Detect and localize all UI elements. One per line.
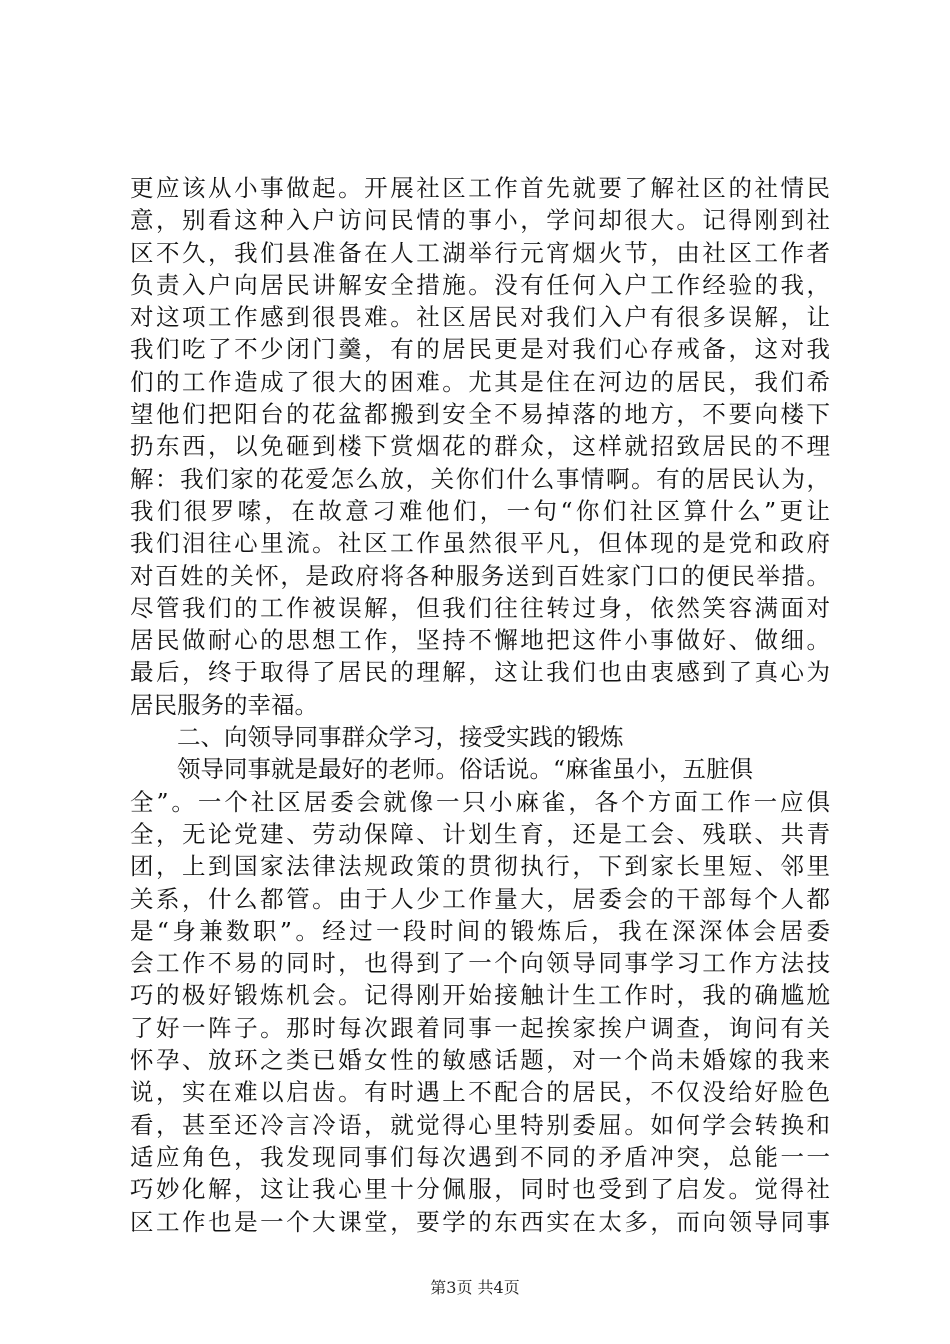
text-line: 怀孕、放环之类已婚女性的敏感话题，对一个尚未婚嫁的我来: [130, 1046, 830, 1075]
text-line: 更应该从小事做起。开展社区工作首先就要了解社区的社情民: [130, 174, 830, 202]
text-line: 巧妙化解，这让我心里十分佩服，同时也受到了启发。觉得社: [130, 1175, 830, 1204]
body-text: [130, 172, 830, 1238]
text-line: 意，别看这种入户访问民情的事小，学问却很大。记得刚到社: [130, 206, 830, 235]
text-line: 全，无论党建、劳动保障、计划生育，还是工会、残联、共青: [130, 819, 830, 848]
text-line: 区工作也是一个大课堂，要学的东西实在太多，而向领导同事: [130, 1207, 830, 1236]
text-line: 负责入户向居民讲解安全措施。没有任何入户工作经验的我，: [130, 270, 830, 299]
text-line: 尽管我们的工作被误解，但我们往往转过身，依然笑容满面对: [130, 593, 830, 622]
text-line: 对百姓的关怀，是政府将各种服务送到百姓家门口的便民举措。: [130, 561, 830, 590]
text-line: 团，上到国家法律法规政策的贯彻执行，下到家长里短、邻里: [130, 852, 830, 881]
text-line: 全”。一个社区居委会就像一只小麻雀，各个方面工作一应俱: [130, 787, 830, 816]
text-line: 看，甚至还冷言冷语，就觉得心里特别委屈。如何学会转换和: [130, 1110, 830, 1139]
text-line: 们的工作造成了很大的困难。尤其是住在河边的居民，我们希: [130, 367, 830, 396]
text-line: 居民服务的幸福。: [130, 690, 318, 719]
text-line: 我们吃了不少闭门羹，有的居民更是对我们心存戒备，这对我: [130, 335, 830, 364]
text-line: 适应角色，我发现同事们每次遇到不同的矛盾冲突，总能一一: [130, 1142, 830, 1171]
text-line: 我们泪往心里流。社区工作虽然很平凡，但体现的是党和政府: [130, 529, 830, 558]
text-line: 会工作不易的同时，也得到了一个向领导同事学习工作方法技: [130, 949, 830, 978]
text-line: 领导同事就是最好的老师。俗话说。“麻雀虽小，五脏俱: [177, 755, 754, 784]
text-line: 巧的极好锻炼机会。记得刚开始接触计生工作时，我的确尴尬: [130, 981, 830, 1010]
text-line: 望他们把阳台的花盆都搬到安全不易掉落的地方，不要向楼下: [130, 400, 830, 429]
text-line: 区不久，我们县准备在人工湖举行元宵烟火节，由社区工作者: [130, 238, 830, 267]
text-line: 说，实在难以启齿。有时遇上不配合的居民，不仅没给好脸色: [130, 1078, 830, 1107]
text-line: 扔东西，以免砸到楼下赏烟花的群众，这样就招致居民的不理: [130, 432, 830, 461]
section-heading: 二、向领导同事群众学习，接受实践的锻炼: [177, 723, 624, 752]
text-line: 我们很罗嗦，在故意刁难他们，一句“你们社区算什么”更让: [130, 496, 830, 525]
text-line: 解：我们家的花爱怎么放，关你们什么事情啊。有的居民认为，: [130, 464, 830, 493]
text-line: 关系，什么都管。由于人少工作量大，居委会的干部每个人都: [130, 884, 830, 913]
text-line: 是“身兼数职”。经过一段时间的锻炼后，我在深深体会居委: [130, 916, 830, 945]
text-line: 居民做耐心的思想工作，坚持不懈地把这件小事做好、做细。: [130, 626, 830, 655]
page-number-footer: 第3页 共4页: [430, 1278, 520, 1297]
text-line: 对这项工作感到很畏难。社区居民对我们入户有很多误解，让: [130, 303, 830, 332]
text-line: 最后，终于取得了居民的理解，这让我们也由衷感到了真心为: [130, 658, 830, 687]
text-line: 了好一阵子。那时每次跟着同事一起挨家挨户调查，询问有关: [130, 1013, 830, 1042]
